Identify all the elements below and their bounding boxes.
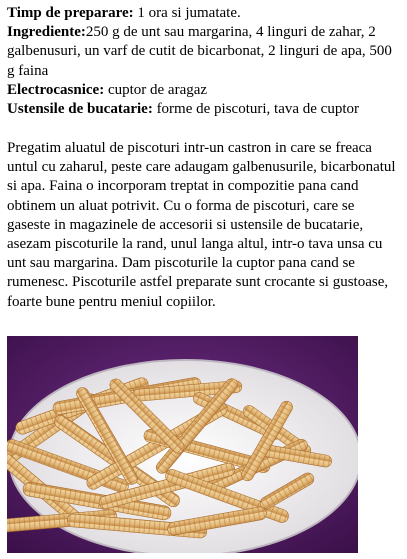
recipe-meta	[7, 4, 399, 119]
prep-time-label: Timp de preparare:	[7, 5, 134, 21]
ingredients-label: Ingrediente:	[7, 24, 86, 41]
appliances-value: cuptor de aragaz	[104, 81, 208, 98]
prep-time-line	[7, 4, 399, 23]
utensils-value: forme de piscoturi, tava de cuptor	[152, 101, 359, 118]
utensils-label: Ustensile de bucatarie:	[7, 101, 153, 118]
cookies-photo	[7, 336, 358, 553]
appliances-label: Electrocasnice:	[7, 81, 105, 98]
appliances-line	[7, 81, 399, 100]
ingredients-value: 250 g de unt sau margarina, 4 linguri de zahar, 2 galbenusuri, un varf de cutit de bicarbonat, 2 linguri de apa, 500 g faina	[7, 24, 392, 79]
instructions-paragraph: Pregatim aluatul de piscoturi intr-un castron in care se freaca untul cu zaharul, peste care adaugam galbenusurile, bicarbonatul si apa. Faina o incorporam treptat in compozitie pana cand obtinem un aluat potrivit. Cu o forma de piscoturi, care se gaseste in magazinele de accesorii si ustensile de bucatarie, asezam piscoturile la rand, unul langa altul, intr-o tava unsa cu unt sau margarina. Dam piscoturile la cuptor pana cand se rumenesc. Piscoturile astfel preparate sunt crocante si gustoase, foarte bune pentru meniul copiilor.	[7, 140, 396, 310]
ingredients-line	[7, 23, 399, 81]
utensils-line	[7, 100, 399, 119]
prep-time-value: 1 ora si jumatate.	[133, 5, 241, 21]
